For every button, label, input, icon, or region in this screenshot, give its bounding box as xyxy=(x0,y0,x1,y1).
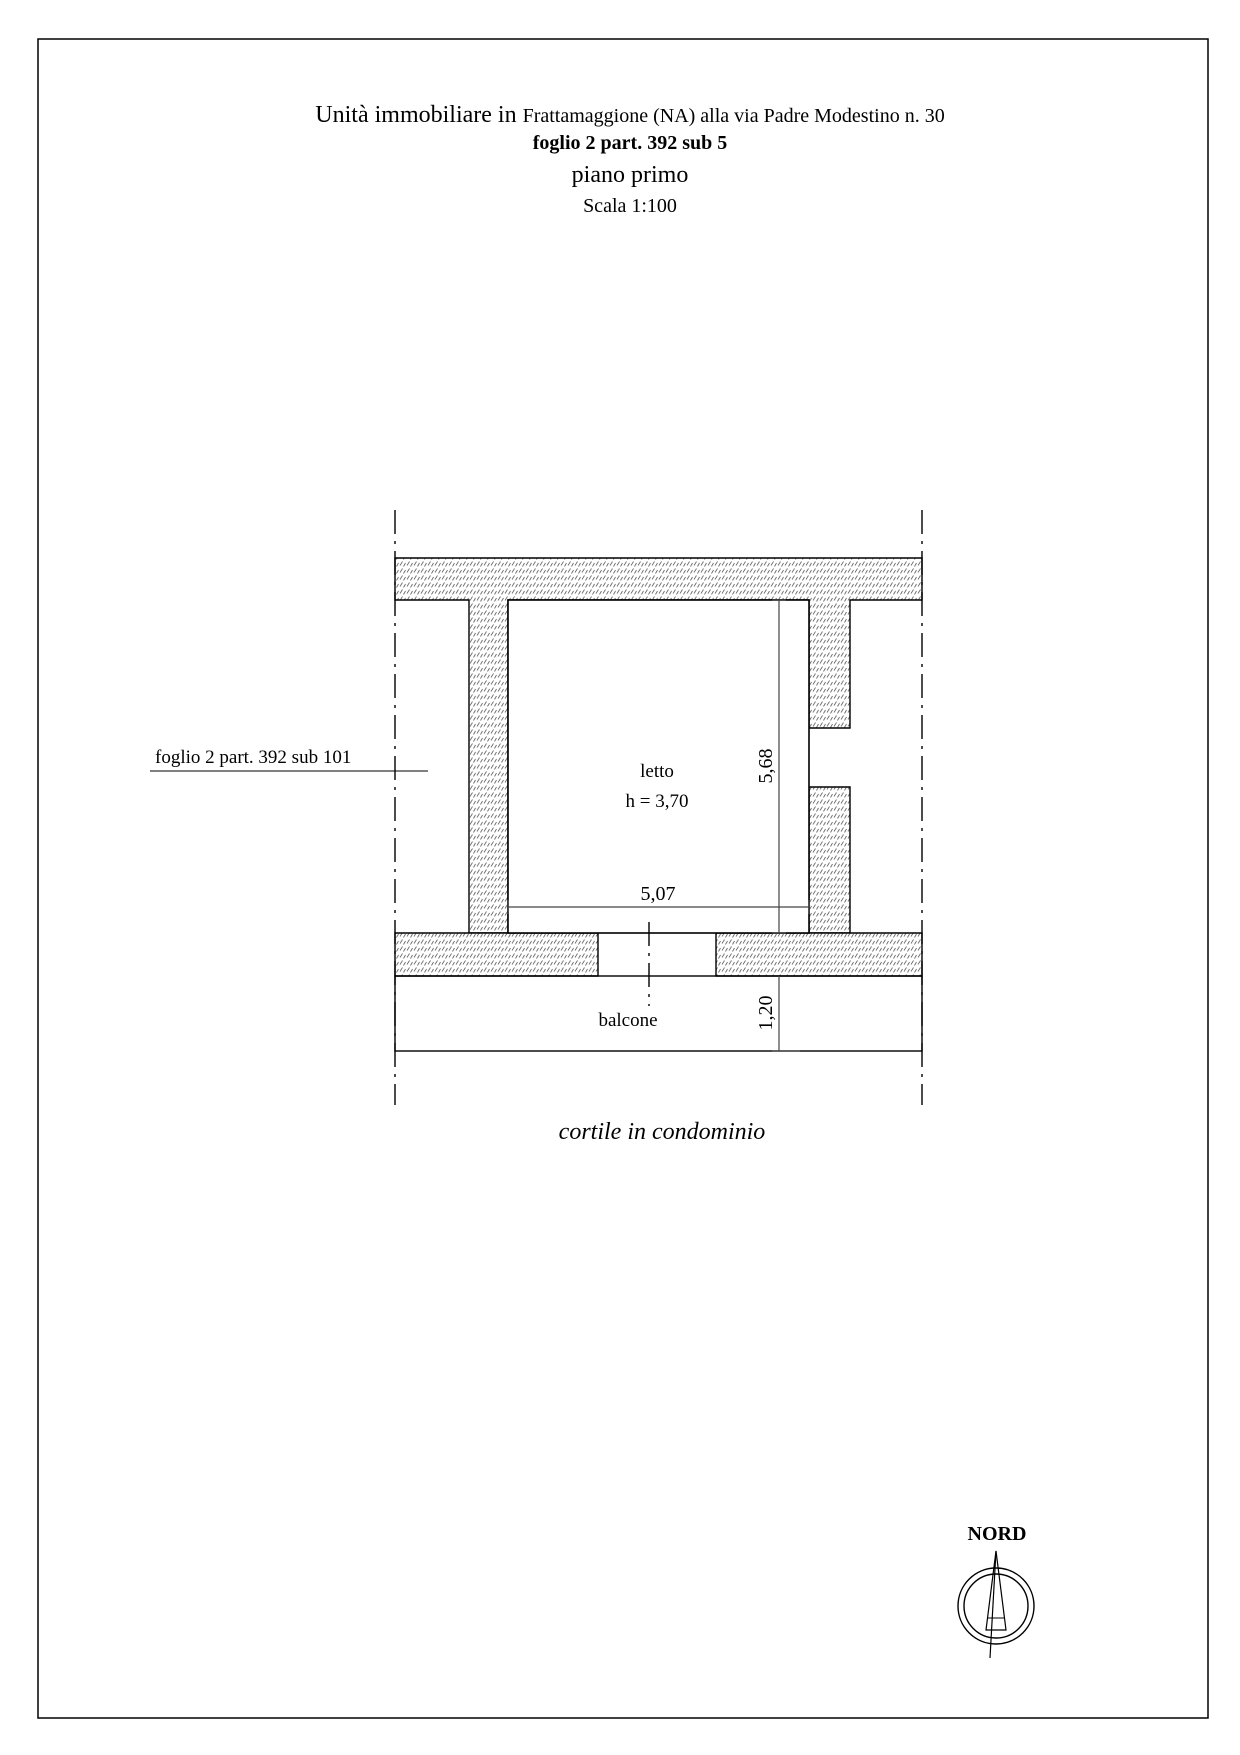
balcony-outline xyxy=(395,976,922,1051)
room-name: letto xyxy=(640,761,674,782)
north-needle-stem xyxy=(990,1551,996,1658)
room-height: h = 3,70 xyxy=(625,791,689,812)
north-label: NORD xyxy=(967,1523,1027,1545)
scale-label: Scala 1:100 xyxy=(583,195,677,217)
wall-east-lower xyxy=(809,787,850,933)
cadastral-reference: foglio 2 part. 392 sub 5 xyxy=(532,132,728,154)
dimension-balcony: 1,20 xyxy=(755,995,777,1031)
courtyard-label: cortile in condominio xyxy=(558,1119,766,1145)
adjacent-unit-label: foglio 2 part. 392 sub 101 xyxy=(155,747,352,768)
wall-south-east xyxy=(716,933,922,976)
balcony-label: balcone xyxy=(598,1010,658,1031)
dimension-width: 5,07 xyxy=(640,883,676,905)
wall-south-west xyxy=(395,933,598,976)
north-arrow xyxy=(958,1523,1034,1658)
floor-label: piano primo xyxy=(571,162,689,188)
north-compass-outer xyxy=(958,1568,1034,1644)
dimension-depth: 5,68 xyxy=(755,748,777,784)
title-line: Unità immobiliare in Frattamaggione (NA) alla via Padre Modestino n. 30 xyxy=(315,102,945,128)
north-compass-inner xyxy=(964,1574,1028,1638)
